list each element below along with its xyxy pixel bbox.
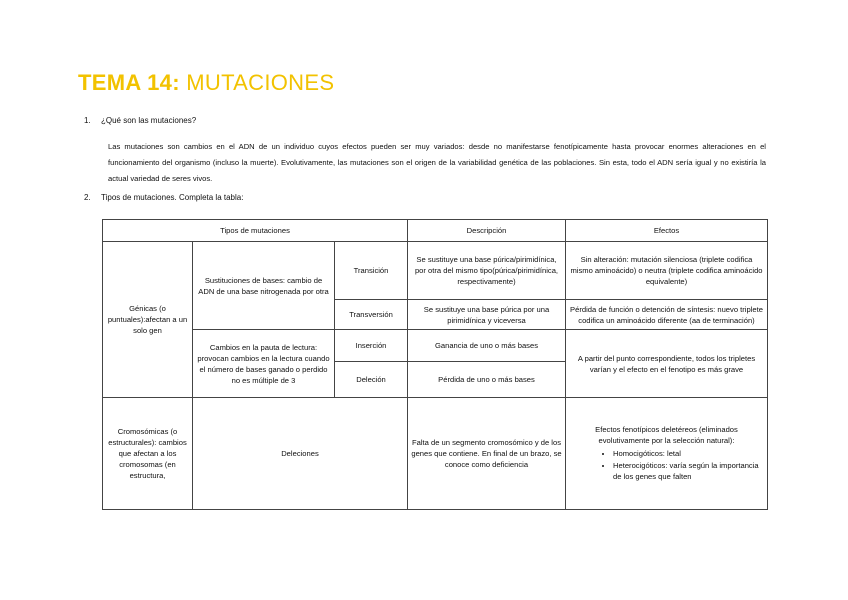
cell-deleciones-efecto [566, 398, 768, 510]
page-title [78, 70, 334, 96]
question-1 [84, 116, 196, 125]
cell-deleciones-desc: Falta de un segmento cromosómico y de los genes que contiene. En final de un brazo, se conoce como deficiencia [408, 398, 566, 510]
list-item-heterocigoticos: • Heterocigóticos: varía según la importancia de los genes que falten [613, 460, 764, 482]
title-text: MUTACIONES [186, 70, 335, 95]
cell-insercion: Inserción [335, 330, 408, 362]
mutations-table [102, 219, 768, 510]
cell-delecion-desc: Pérdida de uno o más bases [408, 362, 566, 398]
cell-sustituciones: Sustituciones de bases: cambio de ADN de una base nitrogenada por otra [193, 242, 335, 330]
header-efectos: Efectos [566, 220, 768, 242]
cell-cambios-pauta: Cambios en la pauta de lectura: provocan cambios en la lectura cuando el número de bases ganado o perdido no es múltiple de 3 [193, 330, 335, 398]
answer-1-paragraph: Las mutaciones son cambios en el ADN de un individuo cuyos efectos pueden ser muy variados: desde no manifestarse fenotípicamente hasta provocar enormes alteraciones en el funcionamiento del organismo (incluso la muerte). Evolutivamente, las mutaciones son el origen de la variabilidad genética de las poblaciones. Sin esta, todo el ADN sería igual y no existiría la actual variedad de seres vivos. [108, 142, 766, 183]
cell-transicion-desc: Se sustituye una base púrica/pirimidínica, por otra del mismo tipo(púrica/pirimidínica, respectivamente) [408, 242, 566, 300]
cell-transicion-efecto: Sin alteración: mutación silenciosa (triplete codifica mismo aminoácido) o neutra (triplete codifica aminoácido equivalente) [566, 242, 768, 300]
question-2-number: 2. [84, 193, 91, 202]
cell-transversion: Transversión [335, 300, 408, 330]
cell-transicion: Transición [335, 242, 408, 300]
question-2 [84, 193, 243, 202]
cell-transversion-efecto: Pérdida de función o detención de síntesis: nuevo triplete codifica un aminoácido diferente (aa de terminación) [566, 300, 768, 330]
question-2-text: Tipos de mutaciones. Completa la tabla: [101, 193, 244, 202]
cell-delecion: Deleción [335, 362, 408, 398]
cell-transversion-desc: Se sustituye una base púrica por una pirimidínica y viceversa [408, 300, 566, 330]
cell-insercion-desc: Ganancia de uno o más bases [408, 330, 566, 362]
question-1-number: 1. [84, 116, 91, 125]
deleciones-efecto-list [569, 448, 764, 482]
header-descripcion: Descripción [408, 220, 566, 242]
list-item-homocigoticos: • Homocigóticos: letal [613, 448, 764, 459]
deleciones-efecto-intro: Efectos fenotípicos deletéreos (eliminados evolutivamente por la selección natural): [595, 425, 738, 445]
header-tipos: Tipos de mutaciones [103, 220, 408, 242]
question-1-text: ¿Qué son las mutaciones? [101, 116, 197, 125]
cell-pauta-efecto: A partir del punto correspondiente, todos los tripletes varían y el efecto en el fenotipo es más grave [566, 330, 768, 398]
cell-genicas: Génicas (o puntuales):afectan a un solo gen [103, 242, 193, 398]
title-tema: TEMA 14: [78, 70, 180, 95]
cell-deleciones: Deleciones [193, 398, 408, 510]
cell-cromosomicas: Cromosómicas (o estructurales): cambios que afectan a los cromosomas (en estructura, [103, 398, 193, 510]
